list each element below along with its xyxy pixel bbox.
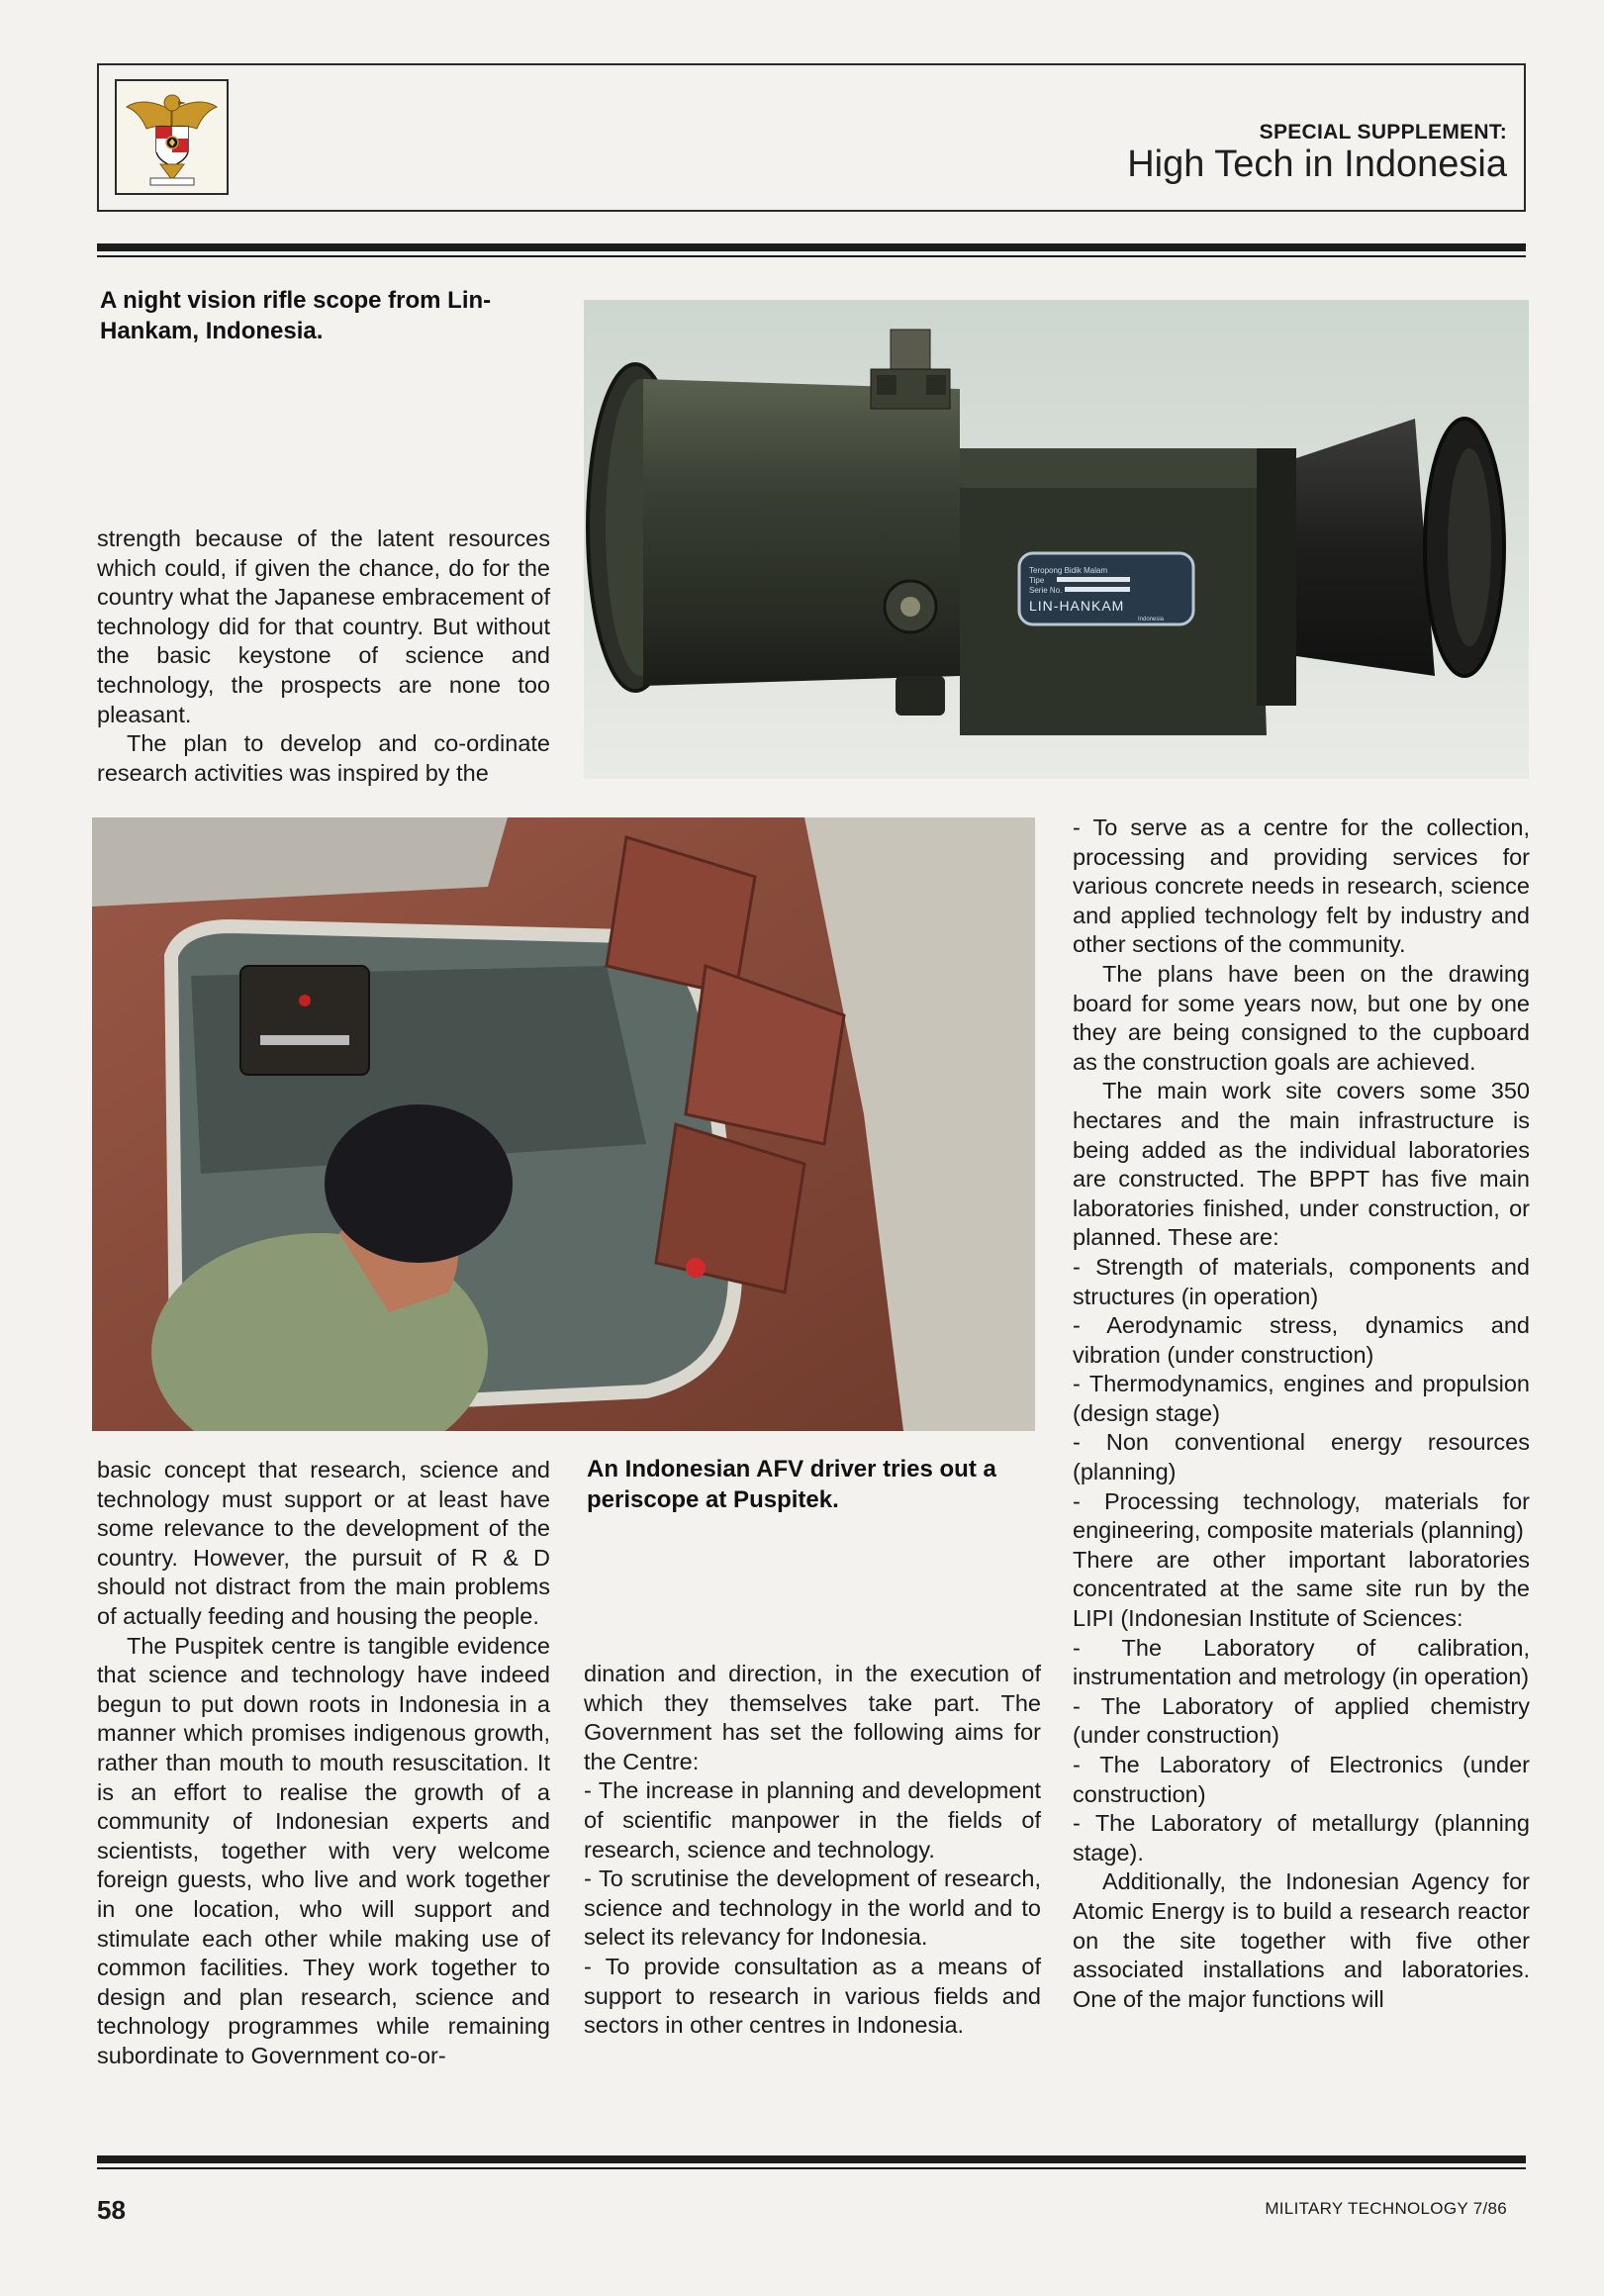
bottom-rule [97,2155,1526,2163]
afv-periscope-photo [92,817,1035,1431]
paragraph: - Processing technology, materials for engineering, composite materials (planning) [1073,1487,1530,1544]
paragraph: - To scrutinise the development of research, science and technology in the world and to select its relevancy for Indonesia. [584,1866,1041,1951]
top-rule [97,243,1526,251]
scope-label-line2: Tipe [1029,576,1045,585]
garuda-emblem [115,79,229,195]
scope-label-country: Indonesia [1138,617,1165,622]
paragraph: - To provide consultation as a means of support to research in various fields and sectors in other centres in Indonesia. [584,1953,1041,2039]
paragraph: The main work site covers some 350 hectares and the main infrastructure is being added as the individual laboratories are constructed. The BPPT has five main laboratories finished, under construction, or planned. These are: [1073,1078,1530,1251]
paragraph: Additionally, the Indonesian Agency for Atomic Energy is to build a research reactor on the site together with five other associated installations and laboratories. One of the major functions will [1073,1868,1530,2012]
paragraph: - The Laboratory of Electronics (under construction) [1073,1752,1530,1807]
paragraph: - The increase in planning and development of scientific manpower in the fields of research, science and technology. [584,1777,1041,1863]
magazine-issue: MILITARY TECHNOLOGY 7/86 [1265,2199,1507,2218]
paragraph: The plan to develop and co-ordinate research activities was inspired by the [97,730,550,786]
page-number: 58 [97,2195,126,2225]
paragraph: - Strength of materials, components and structures (in operation) [1073,1253,1530,1309]
periscope-caption: An Indonesian AFV driver tries out a periscope at Puspitek. [587,1456,996,1513]
paragraph: - Aerodynamic stress, dynamics and vibration (under construction) [1073,1312,1530,1368]
paragraph: - The Laboratory of metallurgy (planning stage). [1073,1810,1530,1866]
bottom-rule-thin [97,2167,1526,2169]
scope-label-line3: Serie No. [1029,586,1063,595]
top-rule-thin [97,255,1526,257]
paragraph: dination and direction, in the execution of which they themselves take part. The Government has set the following aims for the Centre: [584,1661,1041,1774]
paragraph: The Puspitek centre is tangible evidence that science and technology have indeed begun to put down roots in Indonesia in a manner which promises indigenous growth, rather than mouth to mouth resuscitation. It is an effort to realise the growth of a community of Indonesian experts and scientists, together with very welcome foreign guests, who live and work together in one location, who will support and stimulate each other while making use of common facilities. They work together to design and plan research, science and technology programmes while remaining subordinate to Government co-or- [97,1632,550,2068]
column2-text [584,1660,1041,2041]
paragraph: There are other important laboratories concentrated at the same site run by the LIPI (Indonesian Institute of Sciences: [1073,1546,1530,1632]
paragraph: The plans have been on the drawing board for some years now, but one by one they are being consigned to the cupboard as the construction goals are achieved. [1073,960,1530,1075]
supplement-label: SPECIAL SUPPLEMENT: [1259,121,1507,144]
supplement-title: High Tech in Indonesia [1127,144,1507,185]
garuda-emblem-icon [117,81,227,193]
column3-text [1073,813,1530,2014]
paragraph: - Non conventional energy resources (planning) [1073,1429,1530,1485]
paragraph: - The Laboratory of applied chemistry (under construction) [1073,1692,1530,1749]
column1-top-text [97,525,550,788]
scope-label-brand: LIN-HANKAM [1029,598,1125,614]
paragraph: strength because of the latent resources which could, if given the chance, do for the country what the Japanese embracement of technology did for that country. But without the basic keystone of science and technology, the prospects are none too pleasant. [97,526,550,727]
scope-label-line1: Teropong Bidik Malam [1029,566,1108,575]
paragraph: - Thermodynamics, engines and propulsion (design stage) [1073,1371,1530,1426]
paragraph: basic concept that research, science and technology must support or at least have some relevance to the development of the country. However, the pursuit of R & D should not distract from the main problems of actually feeding and housing the people. [97,1457,550,1629]
night-vision-scope-photo [584,300,1529,779]
paragraph: - To serve as a centre for the collection, processing and providing services for various concrete needs in research, science and applied technology felt by industry and other sections of the community. [1073,814,1530,958]
paragraph: - The Laboratory of calibration, instrumentation and metrology (in operation) [1073,1634,1530,1690]
scope-caption: A night vision rifle scope from Lin-Hankam, Indonesia. [100,287,492,344]
column1-bottom-text [97,1456,550,2070]
